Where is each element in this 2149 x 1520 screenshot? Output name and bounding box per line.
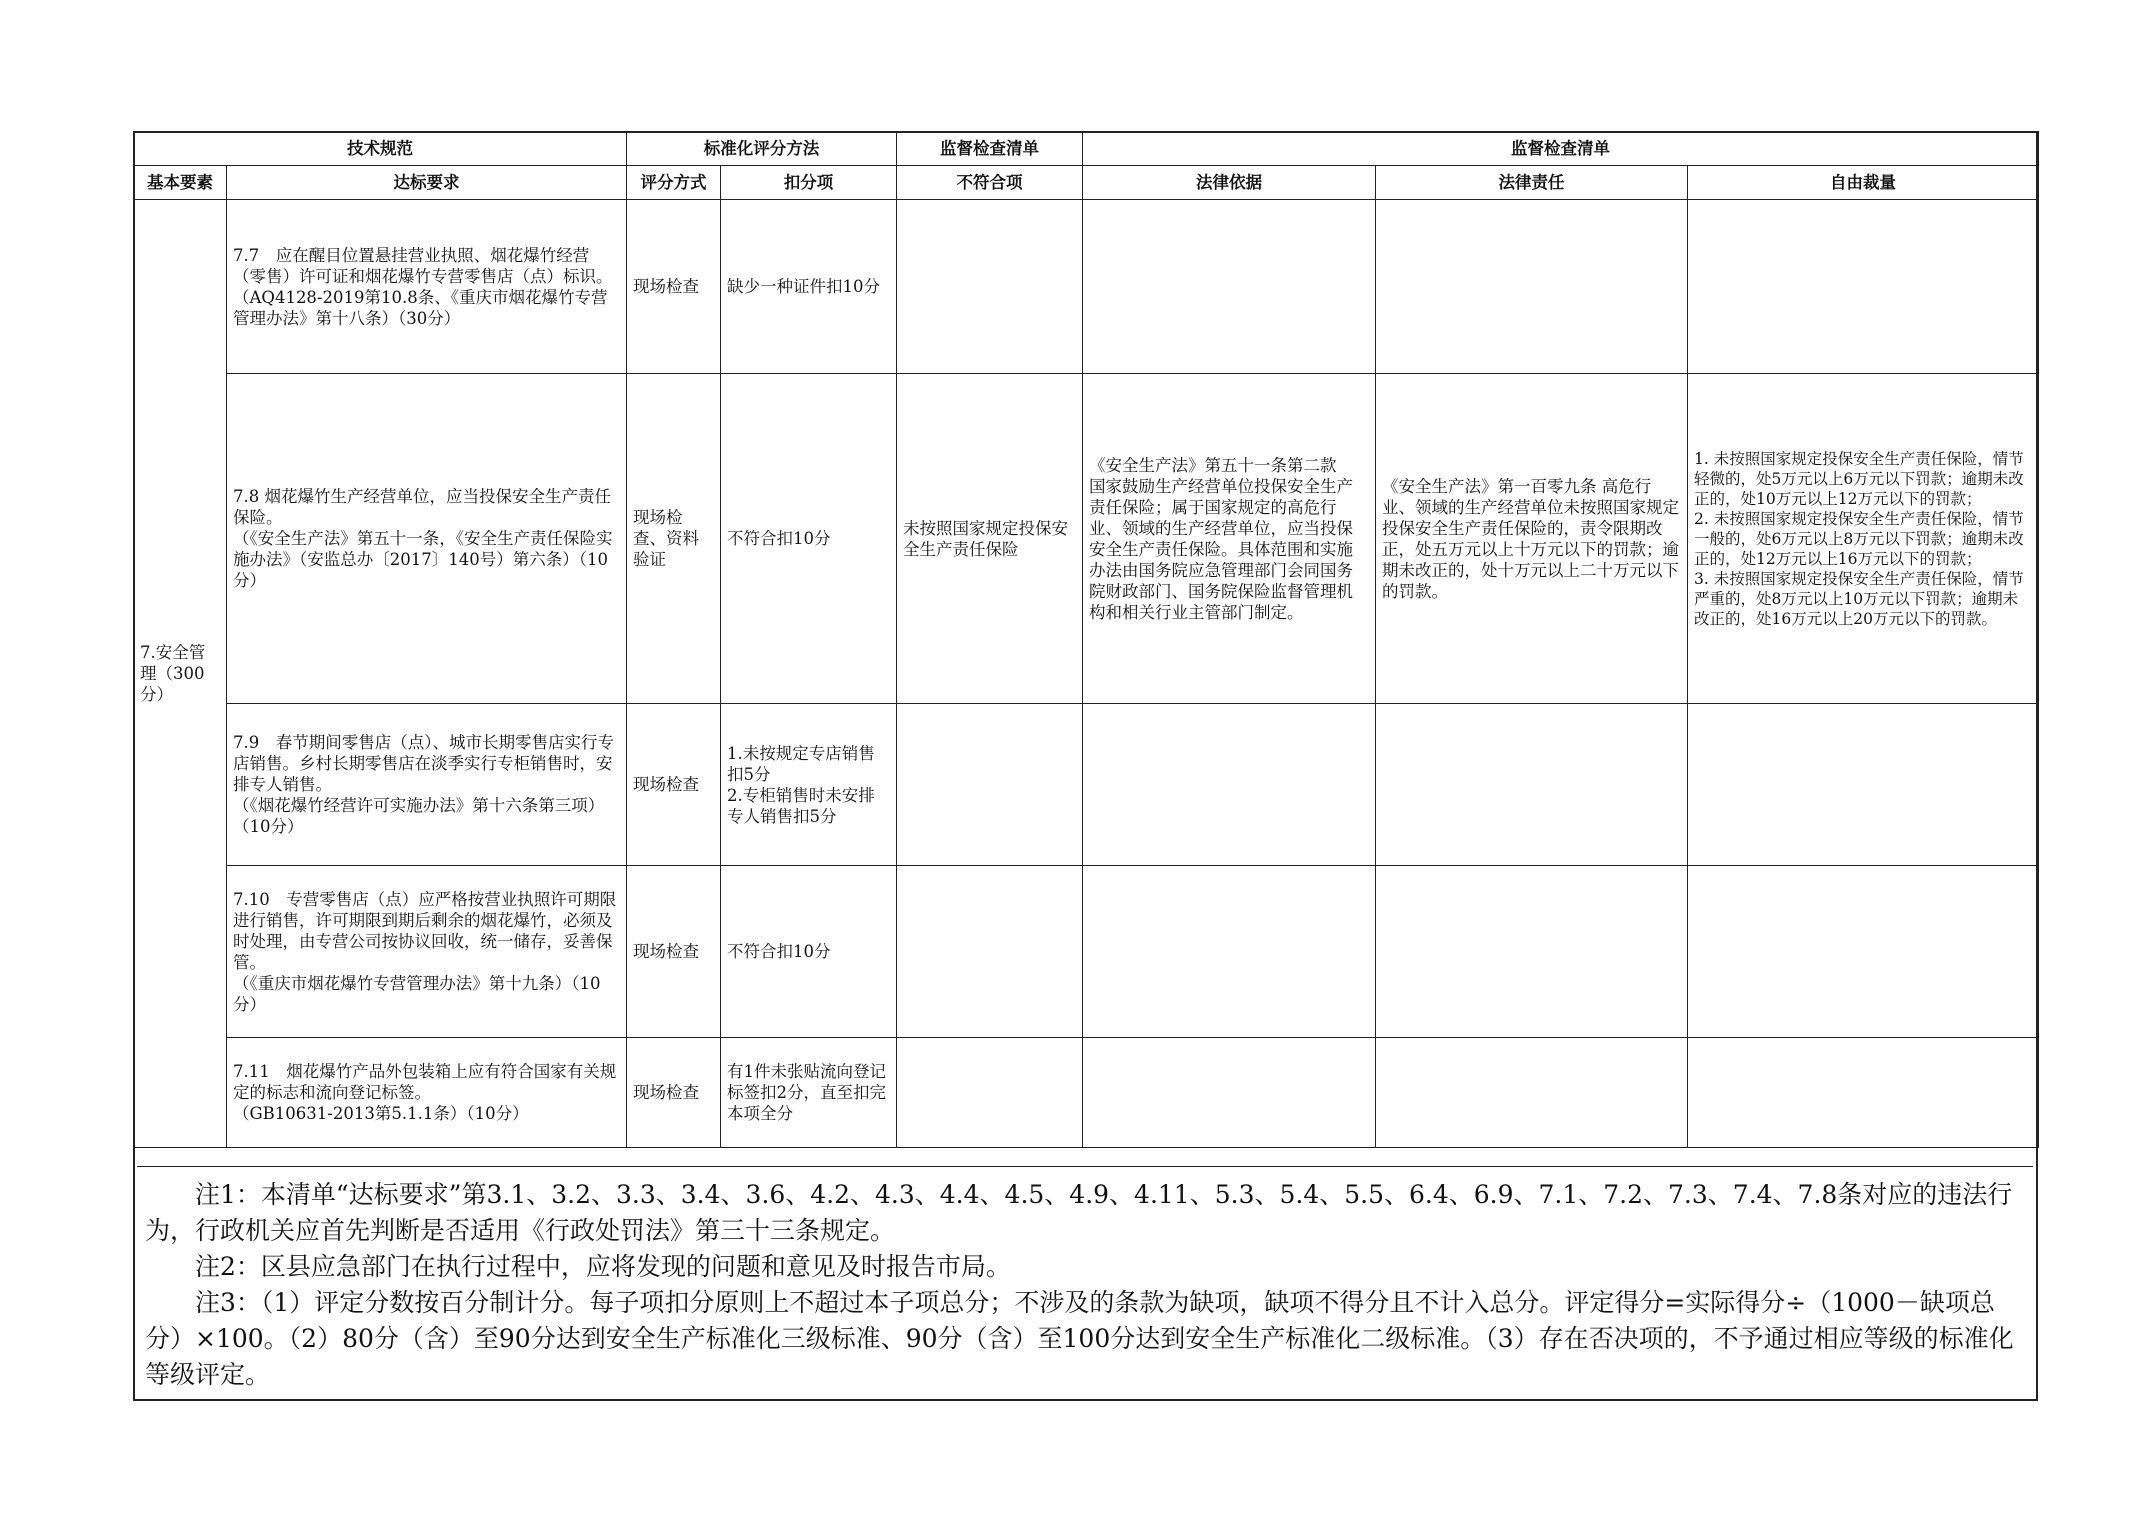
table-row xyxy=(134,866,2039,1038)
method-cell: 现场检查 xyxy=(627,1038,721,1148)
note-2: 注2：区县应急部门在执行过程中，应将发现的问题和意见及时报告市局。 xyxy=(195,1252,1011,1281)
discretion-cell xyxy=(1688,1038,2039,1148)
legal-basis-cell xyxy=(1083,704,1376,866)
discretion-cell: 1. 未按照国家规定投保安全生产责任保险，情节轻微的，处5万元以上6万元以下罚款；逾期未改正的，处10万元以上12万元以下的罚款； 2. 未按照国家规定投保安全生产责任保险，情节一般的，处6万元以上8万元以下罚款；逾期未改正的，处12万元以上16万元以下的罚款； 3. 未按照国家规定投保安全生产责任保险，情节严重的，处8万元以上10万元以下罚款；逾期未改正的，处16万元以上20万元以下的罚款。 xyxy=(1688,374,2039,704)
legal-basis-cell xyxy=(1083,1038,1376,1148)
legal-basis-cell xyxy=(1083,200,1376,374)
header-checklist-legal: 监督检查清单 xyxy=(1083,132,2039,166)
deduction-cell: 缺少一种证件扣10分 xyxy=(721,200,897,374)
table-row xyxy=(134,374,2039,704)
method-cell: 现场检查、资料验证 xyxy=(627,374,721,704)
col-discretion: 自由裁量 xyxy=(1688,166,2039,200)
method-cell: 现场检查 xyxy=(627,866,721,1038)
requirement-cell: 7.8 烟花爆竹生产经营单位，应当投保安全生产责任保险。 （《安全生产法》第五十一条，《安全生产责任保险实施办法》（安监总办〔2017〕140号）第六条）（10分） xyxy=(227,374,627,704)
header-tech-spec: 技术规范 xyxy=(134,132,627,166)
noncompliance-cell xyxy=(897,200,1083,374)
header-group-row xyxy=(134,132,2039,166)
legal-liability-cell xyxy=(1376,1038,1688,1148)
noncompliance-cell xyxy=(897,1038,1083,1148)
legal-basis-cell: 《安全生产法》第五十一条第二款 国家鼓励生产经营单位投保安全生产责任保险；属于国家规定的高危行业、领域的生产经营单位，应当投保安全生产责任保险。具体范围和实施办法由国务院应急管理部门会同国务院财政部门、国务院保险监督管理机构和相关行业主管部门制定。 xyxy=(1083,374,1376,704)
deduction-cell: 有1件未张贴流向登记标签扣2分，直至扣完本项全分 xyxy=(721,1038,897,1148)
header-scoring-method: 标准化评分方法 xyxy=(627,132,897,166)
header-column-row xyxy=(134,166,2039,200)
requirement-cell: 7.11 烟花爆竹产品外包装箱上应有符合国家有关规定的标志和流向登记标签。 （GB10631-2013第5.1.1条）（10分） xyxy=(227,1038,627,1148)
noncompliance-cell xyxy=(897,704,1083,866)
discretion-cell xyxy=(1688,866,2039,1038)
basic-element-cell: 7.安全管理（300分） xyxy=(134,200,227,1148)
header-checklist: 监督检查清单 xyxy=(897,132,1083,166)
discretion-cell xyxy=(1688,704,2039,866)
col-requirement: 达标要求 xyxy=(227,166,627,200)
requirement-cell: 7.10 专营零售店（点）应严格按营业执照许可期限进行销售，许可期限到期后剩余的烟花爆竹，必须及时处理，由专营公司按协议回收，统一储存，妥善保管。 （《重庆市烟花爆竹专营管理办法》第十九条）（10分） xyxy=(227,866,627,1038)
note-3: 注3：（1）评定分数按百分制计分。每子项扣分原则上不超过本子项总分；不涉及的条款为缺项，缺项不得分且不计入总分。评定得分=实际得分÷（1000－缺项总分）×100。（2）80分（含）至90分达到安全生产标准化三级标准、90分（含）至100分达到安全生产标准化二级标准。（3）存在否决项的，不予通过相应等级的标准化等级评定。 xyxy=(145,1288,2014,1389)
legal-liability-cell xyxy=(1376,866,1688,1038)
col-legal-basis: 法律依据 xyxy=(1083,166,1376,200)
deduction-cell: 1.未按规定专店销售扣5分 2.专柜销售时未安排专人销售扣5分 xyxy=(721,704,897,866)
col-deduction: 扣分项 xyxy=(721,166,897,200)
discretion-cell xyxy=(1688,200,2039,374)
checklist-table xyxy=(133,131,2039,1148)
table-row xyxy=(134,704,2039,866)
legal-liability-cell xyxy=(1376,200,1688,374)
legal-basis-cell xyxy=(1083,866,1376,1038)
noncompliance-cell: 未按照国家规定投保安全生产责任保险 xyxy=(897,374,1083,704)
requirement-cell: 7.7 应在醒目位置悬挂营业执照、烟花爆竹经营（零售）许可证和烟花爆竹专营零售店（点）标识。 （AQ4128-2019第10.8条、《重庆市烟花爆竹专营管理办法》第十八条）（30分） xyxy=(227,200,627,374)
requirement-cell: 7.9 春节期间零售店（点）、城市长期零售店实行专店销售。乡村长期零售店在淡季实行专柜销售时，安排专人销售。 （《烟花爆竹经营许可实施办法》第十六条第三项）（10分） xyxy=(227,704,627,866)
note-1: 注1：本清单“达标要求”第3.1、3.2、3.3、3.4、3.6、4.2、4.3、4.4、4.5、4.9、4.11、5.3、5.4、5.5、6.4、6.9、7.1、7.2、7.3、7.4、7.8条对应的违法行为，行政机关应首先判断是否适用《行政处罚法》第三十三条规定。 xyxy=(145,1180,2013,1245)
col-method: 评分方式 xyxy=(627,166,721,200)
legal-liability-cell xyxy=(1376,704,1688,866)
col-noncompliance: 不符合项 xyxy=(897,166,1083,200)
col-legal-liability: 法律责任 xyxy=(1376,166,1688,200)
method-cell: 现场检查 xyxy=(627,704,721,866)
notes-section xyxy=(137,1166,2033,1398)
method-cell: 现场检查 xyxy=(627,200,721,374)
noncompliance-cell xyxy=(897,866,1083,1038)
deduction-cell: 不符合扣10分 xyxy=(721,374,897,704)
table-row xyxy=(134,200,2039,374)
deduction-cell: 不符合扣10分 xyxy=(721,866,897,1038)
legal-liability-cell: 《安全生产法》第一百零九条 高危行业、领域的生产经营单位未按照国家规定投保安全生产责任保险的，责令限期改正，处五万元以上十万元以下的罚款；逾期未改正的，处十万元以上二十万元以下的罚款。 xyxy=(1376,374,1688,704)
table-row xyxy=(134,1038,2039,1148)
col-basic-element: 基本要素 xyxy=(134,166,227,200)
